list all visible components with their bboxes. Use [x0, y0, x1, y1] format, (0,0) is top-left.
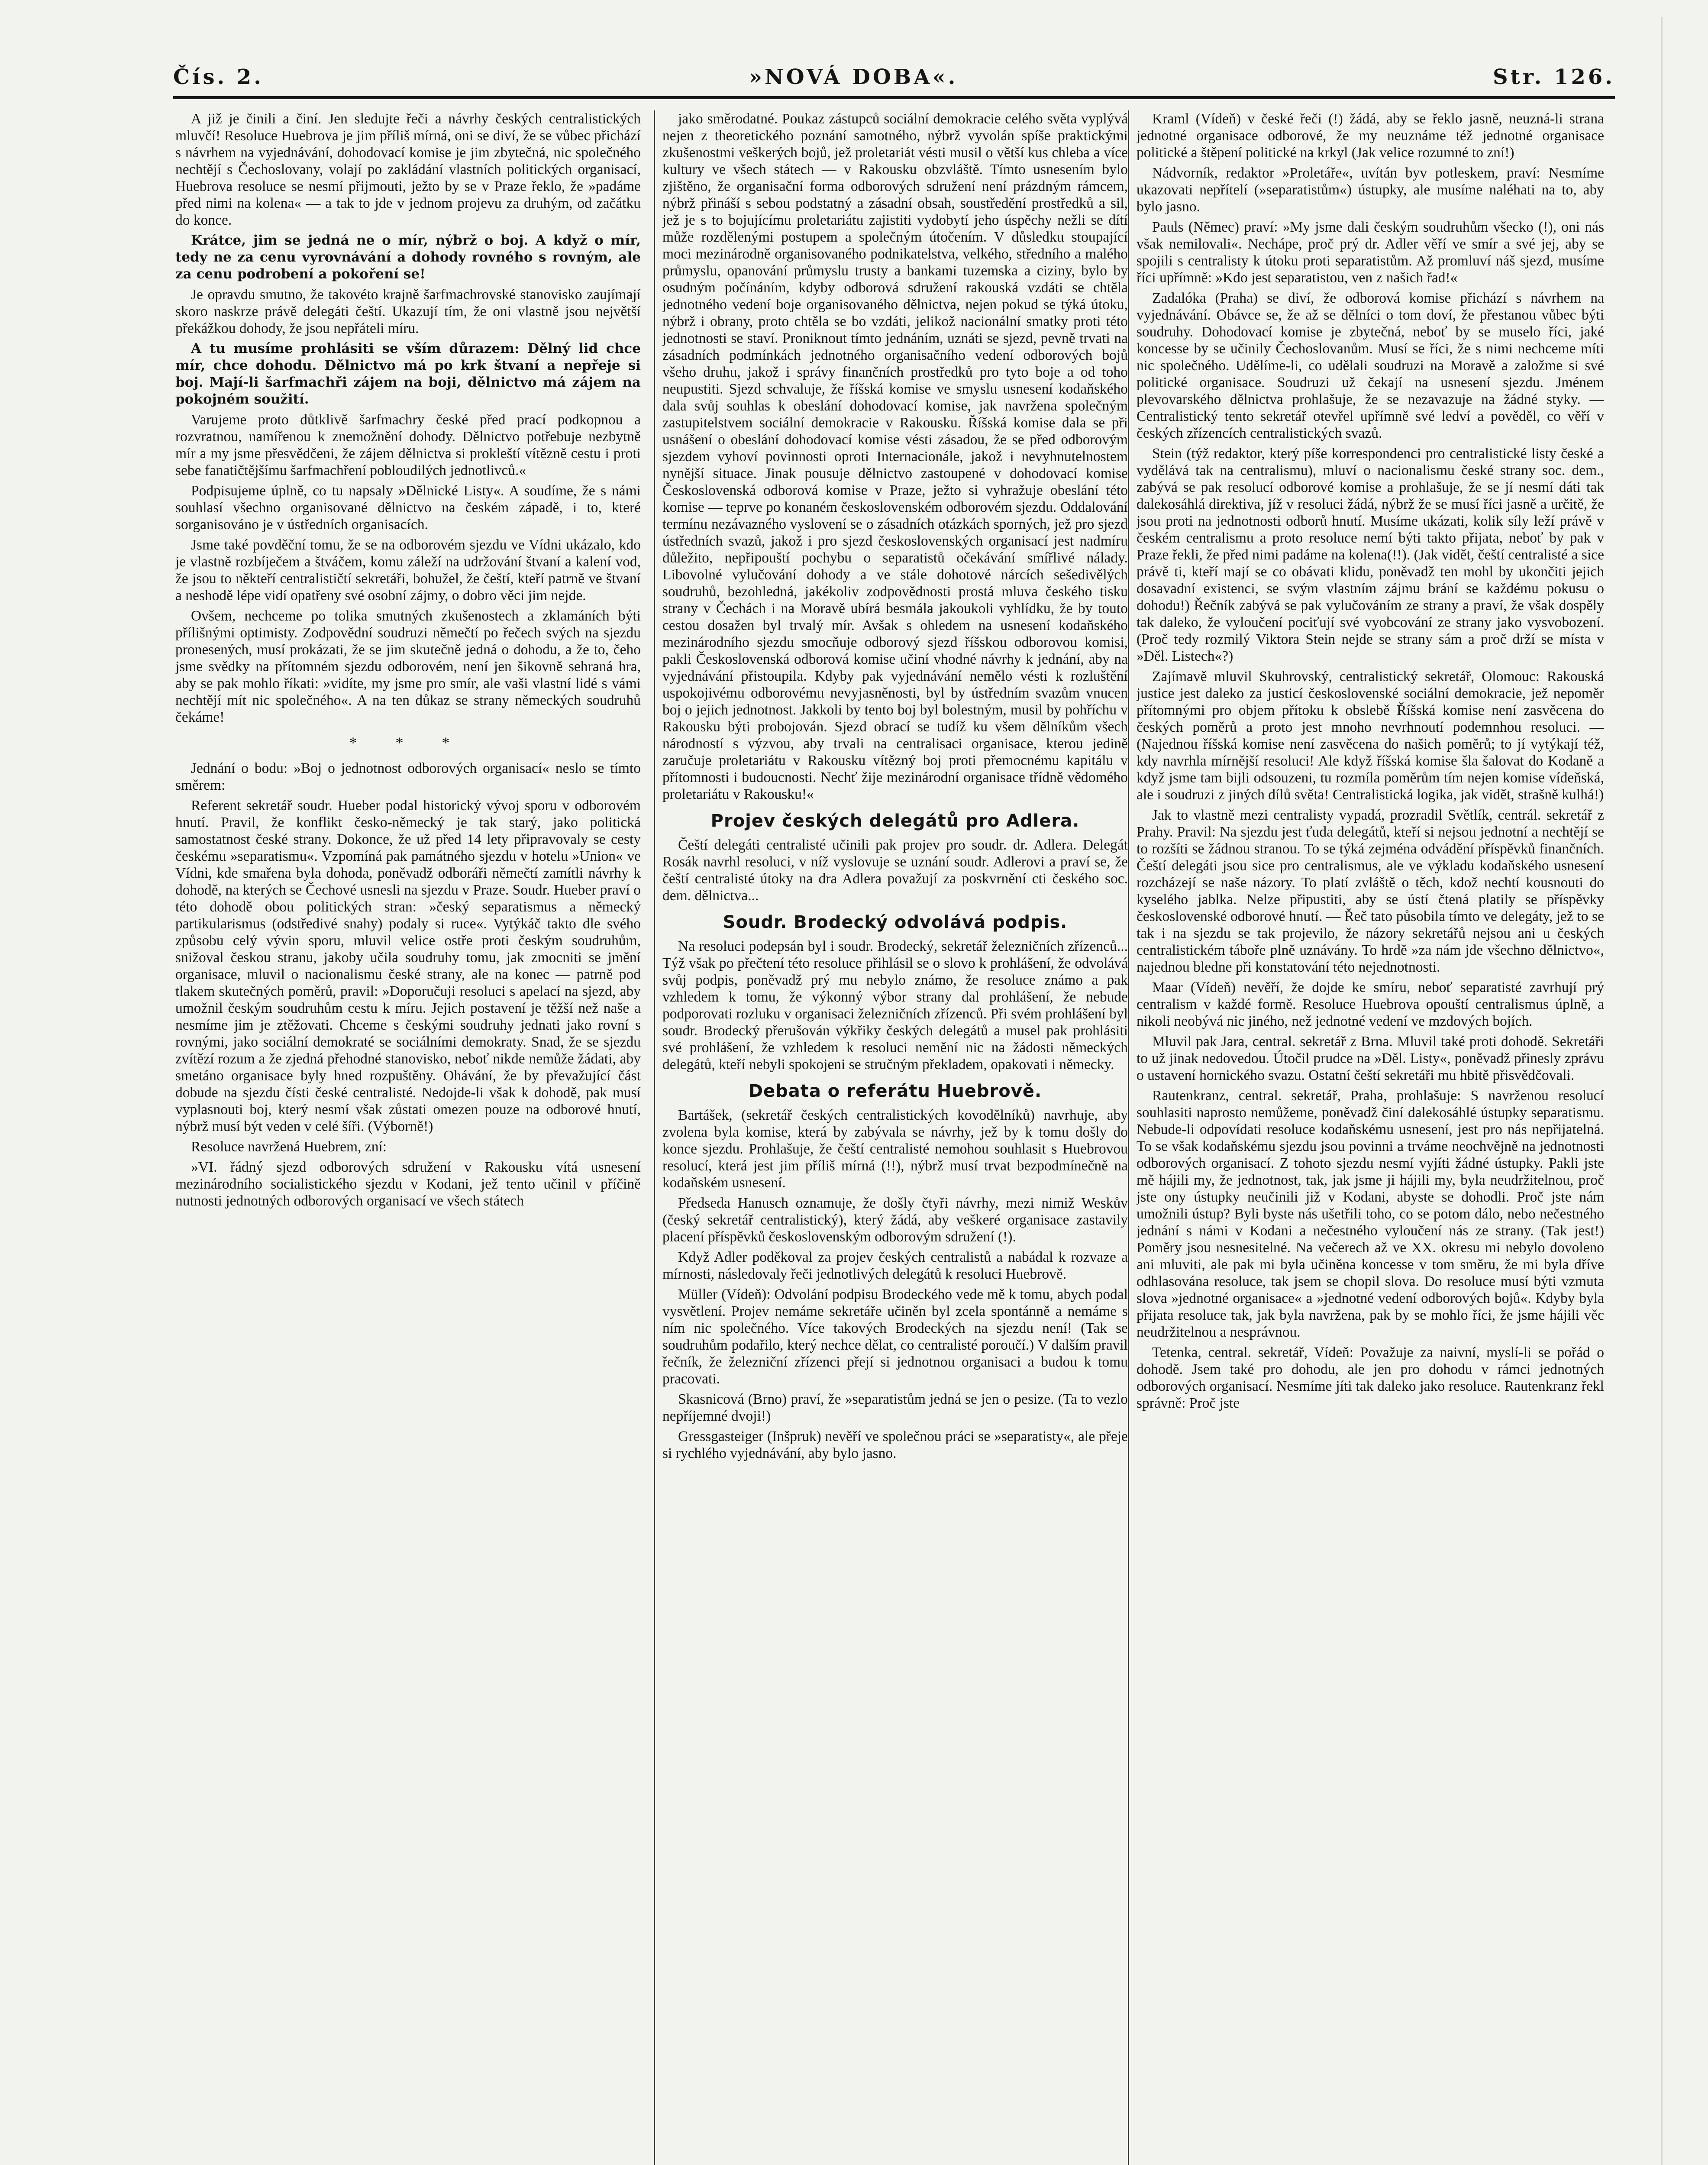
paragraph: Ovšem, nechceme po tolika smutných zkušenostech a zklamáních býti přílišnými optimisty. Zodpovědní soudruzi němečtí po řečech svých na sjezdu pronesených, musí prokázati, že se jim skutečně jedná o dohodu, a že to, čeho jsme svědky na přítomném sjezdu odborovém, není jen šikovně sehraná hra, aby se pak mohlo říkati: »vidíte, my jsme pro smír, ale vaši vlastní lidé s vámi nechtějí mít nic společného«. A na ten důkaz se strany německých soudruhů čekáme!: [175, 608, 641, 725]
section-separator: * * *: [349, 734, 467, 751]
column-divider: [654, 110, 655, 2165]
paragraph: Jsme také povděční tomu, že se na odborovém sjezdu ve Vídni ukázalo, kdo je vlastně rozbíječem a štváčem, komu záleží na udržování štvaní a kalení vod, že jsou to někteří centralističtí sekretáři, bohužel, že čeští, kteří patrně ve štvaní a neshodě lépe vidí opatřeny své osobní zájmy, o dobro věci jim nejde.: [175, 537, 641, 604]
paragraph: Varujeme proto důtklivě šarfmachry české před prací podkopnou a rozvratnou, namířenou k znemožnění dohody. Dělnictvo potřebuje nezbytně mír a my jsme přesvědčeni, že zájem dělnictva si prokleští vítězně cestu i proti sebe fanatičtějšímu šarfmachření pobloudilých jednotlivců.«: [175, 412, 641, 478]
paragraph: Kraml (Vídeň) v české řeči (!) žádá, aby se řeklo jasně, neuzná-li strana jednotné organisace odborové, že my neuznáme též jednotné organisace politické a štěpení politické na krkyl (Jak velice rozumné to zní!): [1137, 111, 1604, 161]
paragraph: Mluvil pak Jara, central. sekretář z Brna. Mluvil také proti dohodě. Sekretáři to už jinak nedovedou. Útočil prudce na »Děl. Listy«, poněvadž přinesly zprávu o ustavení hornického svazu. Ostatní čeští sekretáři mu hbitě přisvědčovali.: [1137, 1034, 1604, 1083]
paragraph: Jak to vlastně mezi centralisty vypadá, prozradil Světlík, centrál. sekretář z Prahy. Pravil: Na sjezdu jest ťuda delegátů, kteří si nejsou jednotní a nechtějí se to rozšíti se žádnou stranou. To se týká zejména odvádění příspěvků finančních. Čeští delegáti jsou sice pro centralismus, ale ve výkladu kodaňského usnesení rozcházejí se naše názory. To platí zvláště o těch, kdož nechtí kousnouti do kyselého jablka. Nelze připustiti, aby se ústí čtená platily se příspěvky československé odborové hnutí. — Řeč tato působila tímto ve delegáty, jež to se tak i na sjezdu se tak projevilo, že názory sekretářů nejsou ani u českých centralistickém táboře plně uznávány. To hrdě »za nám jde všechno dělnictvo«, najednou bledne při konstatování této nejednotnosti.: [1137, 807, 1604, 975]
paragraph: Gressgasteiger (Inšpruk) nevěří ve společnou práci se »separatisty«, ale přeje si rychlého vyjednávání, aby bylo jasno.: [662, 1428, 1128, 1461]
paragraph: Pauls (Němec) praví: »My jsme dali českým soudruhům všecko (!), oni nás však nemilovali«. Nechápe, proč prý dr. Adler věří ve smír a své jej, aby se spojili s centralisty k útoku proti separatistům. Až promluví náš sjezd, musíme říci upřímně: »Kdo jest separatistou, ven z našich řad!«: [1137, 219, 1604, 286]
column-middle: [662, 110, 1128, 2165]
column-right: [1137, 110, 1604, 2165]
page-number: Str. 126.: [1492, 65, 1615, 89]
paragraph: Na resoluci podepsán byl i soudr. Brodecký, sekretář železničních zřízenců... Týž však po přečtení této resoluce přihlásil se o slovo k prohlášení, že odvolává svůj podpis, poněvadž prý mu nebylo známo, že resoluce známo a pak vzhledem k tomu, že výkonný výbor strany dal prohlášení, že nebude podporovati rozluku v organisaci železničních zřízenců. Při svém prohlášení byl soudr. Brodecký přerušován výkřiky českých delegátů a musel pak prohlásiti své prohlášení, že vzhledem k resoluci nemění nic na žádosti německých delegátů, kteří nebyli spokojeni se stručným překladem, opakovati i německy.: [662, 938, 1128, 1073]
page-header: [173, 65, 1615, 95]
section-heading: Debata o referátu Huebrově.: [748, 1081, 1042, 1101]
paragraph: »VI. řádný sjezd odborových sdružení v Rakousku vítá usnesení mezinárodního socialistického sjezdu v Kodani, jež tento učinil v příčině nutnosti jednotných odborových organisací ve všech státech: [175, 1159, 641, 1209]
paragraph: Müller (Vídeň): Odvolání podpisu Brodeckého vede mě k tomu, abych podal vysvětlení. Projev nemáme sekretáře učiněn byl zcela spontánně a nemáme s ním nic společného. Více takových Brodeckých na sjezdu není! (Tak se soudruhům podařilo, který nechce dělat, co centralisté poroučí.) V dalším pravil řečník, že železniční zřízenci přejí si jednotnou organisaci a budou k tomu pracovati.: [662, 1286, 1128, 1387]
paragraph-bold: Krátce, jim se jedná ne o mír, nýbrž o boj. A když o mír, tedy ne za cenu vyrovnávání a dohody rovného s rovným, ale za cenu podrobení a pokoření se!: [175, 233, 641, 282]
paragraph-bold: A tu musíme prohlásiti se vším důrazem: Dělný lid chce mír, chce dohodu. Dělnictvo má po krk štvaní a nepřeje si boj. Mají-li šarfmachři zájem na boji, dělnictvo má zájem na pokojném soužití.: [175, 341, 641, 407]
column-divider: [1128, 110, 1129, 2165]
header-rule: [173, 96, 1615, 99]
masthead-title: »NOVÁ DOBA«.: [749, 65, 958, 89]
paragraph: Je opravdu smutno, že takovéto krajně šarfmachrovské stanovisko zaujímají skoro naskrze právě delegáti čeští. Ukazují tím, že oni vlastně jsou největší překážkou dohody, že jsou nepřáteli míru.: [175, 287, 641, 336]
paragraph: A již je činili a činí. Jen sledujte řeči a návrhy českých centralistických mluvčí! Resoluce Huebrova je jim příliš mírná, oni se diví, že se vůbec přichází s návrhem na vyjednávání, dohodovací komise je jim zbytečná, nic společného nechtějí s Čechoslovany, volají po zakládání vlastních politických organisací, Huebrova resoluce se nesmí přijmouti, ježto by se v Praze řeklo, že »padáme před nimi na kolena« — a tak to jde v jednom projevu za druhým, od začátku do konce.: [175, 111, 641, 228]
paragraph: Zajímavě mluvil Skuhrovský, centralistický sekretář, Olomouc: Rakouská justice jest daleko za justicí československé sociální demokracie, jež nepoměr přítomnými pro objem přítoku k obslebě Říšská komise není zasvěcena do českých poměrů a proto jest mnoho nevrhnoutí podemnhou resoluci. — (Najednou říšská komise není zasvěcena do našich poměrů; to jí vytýkají též, kdy navrhla mírnější resoluci! Ale když říšská komise šla šalovat do Kodaně a když jsme tam bijli odsouzeni, tu rozmíla poměrům tím nejen komise vídeňská, ale i soudruzi z jiných dílů světa! Centralistická logika, jak vidět, strašně kulhá!): [1137, 669, 1604, 803]
paragraph: Podpisujeme úplně, co tu napsaly »Dělnické Listy«. A soudíme, že s námi souhlasí všechno organisované dělnictvo na českém západě, i to, které sorganisováno je v ústředních organisacích.: [175, 483, 641, 533]
paragraph: Resoluce navržená Huebrem, zní:: [191, 1139, 387, 1155]
page-edge: [1661, 17, 1663, 2165]
paragraph: Zadalóka (Praha) se diví, že odborová komise přichází s návrhem na vyjednávání. Obávce se, že až se dělníci o tom doví, že přestanou vůbec býti soudruhy. Dohodovací komise je zbytečná, neboť by se muselo říci, jaké koncesse by se učinily Čechoslovanům. Musí se říci, že s nimi nechceme míti nic společného. Udělíme-li, co udělali soudruzi na Moravě a založme si své politické organisace. Soudruzi už čekají na usnesení sjezdu. Jménem plevovarského dělnictva prohlašuje, že se nezavazuje na žádné styky. — Centralistický tento sekretář otevřel upřímně své ledví a pověděl, co věří v českých zřízencích centralistických svazů.: [1137, 290, 1604, 441]
paragraph: Nádvorník, redaktor »Proletáře«, uvítán byv potleskem, praví: Nesmíme ukazovati nepřítelí (»separatistům«) ústupky, ale musíme naléhati na to, aby bylo jasno.: [1137, 165, 1604, 215]
paragraph: Stein (týž redaktor, který píše korrespondenci pro centralistické listy české a vydělává tak na centralismu), mluví o nacionalismu české strany soc. dem., zabývá se pak resolucí odborové komise a prohlašuje, že se jí nesmí dáti tak dalekosáhlá direktiva, jíž v resoluci žádá, nýbrž že se musí říci jasně a určitě, že jsou proti na jednotnosti odborů hnutí. Musíme ukázati, kolik síly leží právě v českém centralismu a proto resoluce nemí býti takto přijata, neboť by pak v Praze řekli, že před nimi padáme na kolena(!!). (Jak vidět, čeští centralisté a sice právě ti, kteří mají se co obávati klidu, poněvadž ten mohl by ukončiti jejich dosavadní existenci, se svým vlastním zájmu brání se každému pokusu o dohodu!) Řečník zabývá se pak vylučováním ze strany a praví, že však dospěly tak daleko, že vyloučení pociťují své vyobcování ze strany jako vysvobození. (Proč tedy rozmilý Viktora Stein nejde se strany sám a proč drží se místa v »Děl. Listech«?): [1137, 446, 1604, 664]
paragraph: Předseda Hanusch oznamuje, že došly čtyři návrhy, mezi nimiž Weskův (český sekretář centralistický), který žádá, aby veškeré organisace zastavily placení příspěvků československým odborovým sdružení (!).: [662, 1195, 1128, 1245]
section-heading: Projev českých delegátů pro Adlera.: [710, 811, 1080, 831]
section-heading: Soudr. Brodecký odvolává podpis.: [723, 912, 1068, 932]
paragraph: Tetenka, central. sekretář, Vídeň: Považuje za naivní, myslí-li se pořád o dohodě. Jsem také pro dohodu, ale jen pro dohodu v rámci jednotných odborových organisací. Nesmíme jíti tak daleko jako resoluce. Rautenkranz řekl správně: Proč jste: [1137, 1344, 1604, 1411]
paragraph: Rautenkranz, central. sekretář, Praha, prohlašuje: S navrženou resolucí souhlasiti naprosto nemůžeme, poněvadž činí dalekosáhlé ústupky separatismu. Nebude-li odpovídati resoluce kodaňskému usnesení, jest pro nás nepřijatelná. To se však kodaňskému sjezdu jsou povinni a trváme neochvějně na jednotnosti odborových organisací. Z tohoto sjezdu nesmí vyjíti žádné ústupky. Pakli jste mě hájili my, že jednotnost, tak, jak jsme ji hájili my, byla neudržitelnou, proč jste ony ústupky neučinili již v Kodani, abyste se dohodli. Proč jste nám umožnili ústup? Byli byste nás ušetřili toho, co se potom dálo, nebo nečestného jednání s námi v Kodani a nečestného vyloučení nás ze strany. (Tak jest!) Poměry jsou nesnesitelné. Na večerech až ve XX. okresu mi nebylo dovoleno ani mluviti, ale pak mi byla učiněna koncesse v tom směru, že mi byla dříve odhlasována resoluce, tak jsem se chopil slova. Do resoluce musí býti vzmuta slova »jednotné organisace« a »jednotné vedení odborových bojů«. Kdyby byla přijata resoluce tak, jak byla navržena, pak by se mohlo říci, že jsme hájili věc neudržitelnou a nesprávnou.: [1137, 1088, 1604, 1340]
paragraph: Čeští delegáti centralisté učinili pak projev pro soudr. dr. Adlera. Delegát Rosák navrhl resoluci, v níž vyslovuje se uznání soudr. Adlerovi a praví se, že čeští centralisté útoky na dra Adlera považují za poskvrnění cti českého soc. dem. dělnictva...: [662, 837, 1128, 904]
paragraph: Skasnicová (Brno) praví, že »separatistům jedná se jen o pesize. (Ta to vezlo nepříjemné dvoji!): [662, 1391, 1128, 1424]
paragraph: jako směrodatné. Poukaz zástupců sociální demokracie celého světa vyplývá nejen z theoretického poznání samotného, nýbrž vyvolán spíše praktickými zkušenostmi veškerých bojů, jež proletariát vésti musil o větší kus chleba a více kultury ve všech státech — v Rakousku obzvláště. Tímto usnesením bylo zjištěno, že organisační forma odborových sdružení není prázdným rámcem, nýbrž přináší s sebou podstatný a zásadní obsah, soustředění prostředků a sil, jež je s to bojujícímu proletariátu zajistiti vydobytí jeho úspěchy nežli se dítí může rozdělenými postupem a společným útočením. V důsledku stoupající moci mezinárodně organisovaného podnikatelstva, velkého, středního a malého průmyslu, opanování průmyslu trusty a bankami tuzemska a ciziny, bylo by osudným počínáním, kdyby odborová sdružení rakouská vzdáti se chtěla jednotného vedení boje organisovaného dělnictva, nejen pokud se týká útoku, nýbrž i obrany, proto chtěla se bo vzdáti, jelikož nacionální smatky proti této jednotnosti se staví. Proniknout tímto jednáním, uznáti se sjezd, pevně trvati na zásadních podmínkách jednotného organisačního vedení odborových bojů všeho druhu, jakož i správy finančních prostředků pro tyto boje a od toho neupustiti. Sjezd schvaluje, že říšská komise ve smyslu usnesení kodaňského dala svůj souhlas k obeslání dohodovací komise, jak navržena společným zastupitelstvem sociální demokracie v Rakousku. Říšská komise dala se při usnášení o obeslání dohodovací komise vésti zásadou, že se před odborovým sjezdem vyhoví povinnosti oproti Internacionále, jakož i nevyhnutelnostem nynější situace. Jinak pousuje dělnictvo zastoupené v dohodovací komise Československá odborová komise v Praze, ježto si vyhražuje obeslání této komise — teprve po konaném československém odborovém sjezdu. Oddalování termínu nezávazného vyslovení se o zásadních otázkách sporných, jež pro sjezd ústředních svazů, jakož i pro sjezd československých organisací jest nadmíru důležito, nepřipouští pochybu o separatistů očekávání smířlivé nálady. Libovolné vylučování dohody a ve stále dohotové nárcích sešedivělých soudruhů, bezohledná, jakékoliv zodpovědnosti prostá mluva českého tisku strany v Čechách i na Moravě ubírá besmála jakoukoli vyhlídku, že by touto cestou dosažen byl trvalý mír. Avšak s ohledem na usnesení kodaňského mezinárodního sjezdu smocňuje odborový sjezd říšskou odborovou komisi, pakli Československá odborová komise učiní vhodné návrhy k jednání, aby na vyjednávání přistoupila. Kdyby pak vyjednávání nemělo vésti k rozluštění uspokojivému odborovému nevyjasněnosti, byl by ústředním svazům vnucen boj o jejich jednotnost. Jakkoli by tento boj byl bolestným, musil by pohříchu v Rakousku býti probojován. Sjezd obrací se tudíž ku všem dělníkům všech národností s výzvou, aby trvali na centralisaci organisace, kterou jedině zaručuje proletariátu v Rakousku vítězný boj proti přemocnému kapitálu v přítomnosti i budoucnosti. Nechť žije mezinárodní organisace třídně vědomého proletariátu v Rakousku!«: [662, 111, 1128, 802]
paragraph: Když Adler poděkoval za projev českých centralistů a nabádal k rozvaze a mírnosti, následovaly řeči jednotlivých delegátů k resoluci Huebrově.: [662, 1249, 1128, 1282]
paragraph: Bartášek, (sekretář českých centralistických kovodělníků) navrhuje, aby zvolena byla komise, která by zabývala se návrhy, jež by k tomu došly do konce sjezdu. Prohlašuje, že čeští centralisté nemohou souhlasit s Huebrovou resolucí, která jest jim příliš mírná (!!), nýbrž musí trvat bezpodmínečně na kodaňském usnesení.: [662, 1107, 1128, 1191]
paragraph: Maar (Vídeň) nevěří, že dojde ke smíru, neboť separatisté zavrhují prý centralism v každé formě. Resoluce Huebrova opouští centralismus úplně, a nikoli neobývá nic jiného, než jednotné vedení ve mzdových bojích.: [1137, 979, 1604, 1029]
column-left: [175, 110, 641, 2165]
paragraph: Jednání o bodu: »Boj o jednotnost odborových organisací« neslo se tímto směrem:: [175, 760, 641, 793]
paragraph: Referent sekretář soudr. Hueber podal historický vývoj sporu v odborovém hnutí. Pravil, že konflikt česko-německý je tak starý, jako politická samostatnost české strany. Dokonce, že už před 14 lety připravovaly se cesty českému »separatismu«. Vzpomíná pak památného sjezdu v hotelu »Union« ve Vídni, kde smařena byla dohoda, poněvadž odboráři němečtí zamítli návrhy k dohodě, na kterých se Čechové usnesli na sjezdu v Praze. Soudr. Hueber praví o této dohodě obou politických stran: »český separatismus a německý partikularismus (odstředivé snahy) podaly si ruce«. Vytýkáč takto dle svého způsobu celý vývin sporu, mluvil velice ostře proti českým soudruhům, snižoval českou stranu, jakoby učila soudruhy tomu, jak zmocniti se jmění organisace, mluvil o nacionalismu české strany, ale na konec — patrně pod tlakem skutečných poměrů, pravil: »Doporučuji resoluci s apelací na sjezd, aby umožnil českým soudruhům cestu k míru. Jejich postavení je těžší než naše a nesmíme jim je ztěžovati. Chceme s českými soudruhy jednati jako rovní s rovnými, jako sociální demokraté se sociálními demokraty. Snad, že se sjezdu zvítězí rozum a že zjedná přehodné stanovisko, neboť nikde nemůže žádati, aby smetáno organisace byly hned rozpuštěny. Ohávání, že by převažující část dobude na sjezdu čísti české centralisté. Nedojde-li však k dohodě, pak musí vyplasnouti boj, který nesmí však zůstati omezen pouze na odborové hnutí, nýbrž musí být veden v celé šíři. (Výborně!): [175, 798, 641, 1134]
issue-number: Čís. 2.: [173, 65, 264, 89]
